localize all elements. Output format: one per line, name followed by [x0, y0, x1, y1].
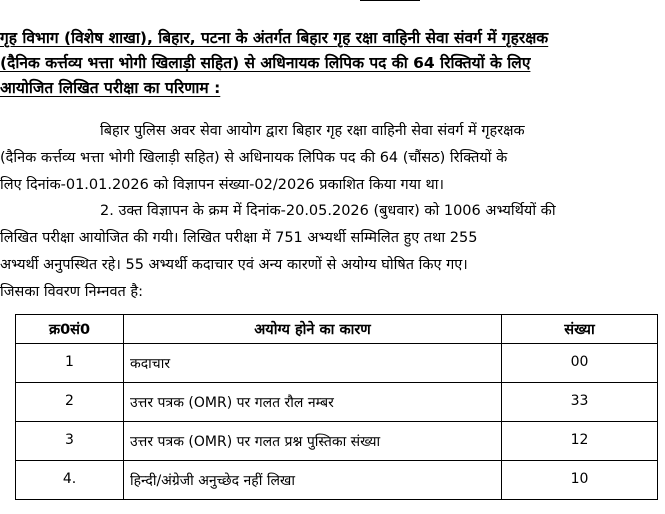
- table-row: [16, 422, 658, 461]
- notice-heading: [0, 26, 665, 101]
- row-reason: उत्तर पत्रक (OMR) पर गलत प्रश्न पुस्तिका संख्या: [124, 422, 502, 461]
- row-serial: 1: [16, 344, 124, 383]
- row-reason: हिन्दी/अंग्रेजी अनुच्छेद नहीं लिखा: [124, 461, 502, 500]
- row-reason: कदाचार: [124, 344, 502, 383]
- disqualification-table: [15, 314, 658, 500]
- paragraph-2-line-1: 2. उक्त विज्ञापन के क्रम में दिनांक-20.05.2026 (बुधवार) को 1006 अभ्यर्थियों की: [100, 203, 556, 219]
- table-row: [16, 383, 658, 422]
- row-serial: 3: [16, 422, 124, 461]
- paragraph-2-line-3: अभ्यर्थी अनुपस्थित रहे। 55 अभ्यर्थी कदाचार एवं अन्य कारणों से अयोग्य घोषित किए गए।: [0, 257, 468, 273]
- table-row: [16, 461, 658, 500]
- row-serial: 2: [16, 383, 124, 422]
- row-count: 12: [502, 422, 658, 461]
- header-count: संख्या: [502, 315, 658, 344]
- paragraph-1-line-3: लिए दिनांक-01.01.2026 को विज्ञापन संख्या-02/2026 प्रकाशित किया गया था।: [0, 177, 445, 193]
- heading-line-1: गृह विभाग (विशेष शाखा), बिहार, पटना के अंतर्गत बिहार गृह रक्षा वाहिनी सेवा संवर्ग में गृहरक्षक: [0, 29, 549, 47]
- table-header-row: [16, 315, 658, 344]
- row-count: 00: [502, 344, 658, 383]
- paragraph-2: [0, 198, 665, 306]
- paragraph-1: [0, 118, 665, 199]
- heading-line-2: (दैनिक कर्त्तव्य भत्ता भोगी खिलाड़ी सहित) से अधिनायक लिपिक पद की 64 रिक्तियों के लिए: [0, 54, 531, 72]
- row-reason: उत्तर पत्रक (OMR) पर गलत रौल नम्बर: [124, 383, 502, 422]
- paragraph-2-line-4: जिसका विवरण निम्नवत है:: [0, 284, 143, 300]
- table-row: [16, 344, 658, 383]
- paragraph-1-line-1: बिहार पुलिस अवर सेवा आयोग द्वारा बिहार गृह रक्षा वाहिनी सेवा संवर्ग में गृहरक्षक: [100, 123, 525, 139]
- heading-line-3: आयोजित लिखित परीक्षा का परिणाम :: [0, 79, 221, 97]
- row-serial: 4.: [16, 461, 124, 500]
- paragraph-2-line-2: लिखित परीक्षा आयोजित की गयी। लिखित परीक्षा में 751 अभ्यर्थी सम्मिलित हुए तथा 255: [0, 230, 478, 246]
- header-serial: क्र0सं0: [16, 315, 124, 344]
- row-count: 33: [502, 383, 658, 422]
- header-reason: अयोग्य होने का कारण: [124, 315, 502, 344]
- row-count: 10: [502, 461, 658, 500]
- top-rule: [360, 0, 420, 1]
- paragraph-1-line-2: (दैनिक कर्त्तव्य भत्ता भोगी खिलाड़ी सहित) से अधिनायक लिपिक पद की 64 (चौंसठ) रिक्तियों के: [0, 150, 508, 166]
